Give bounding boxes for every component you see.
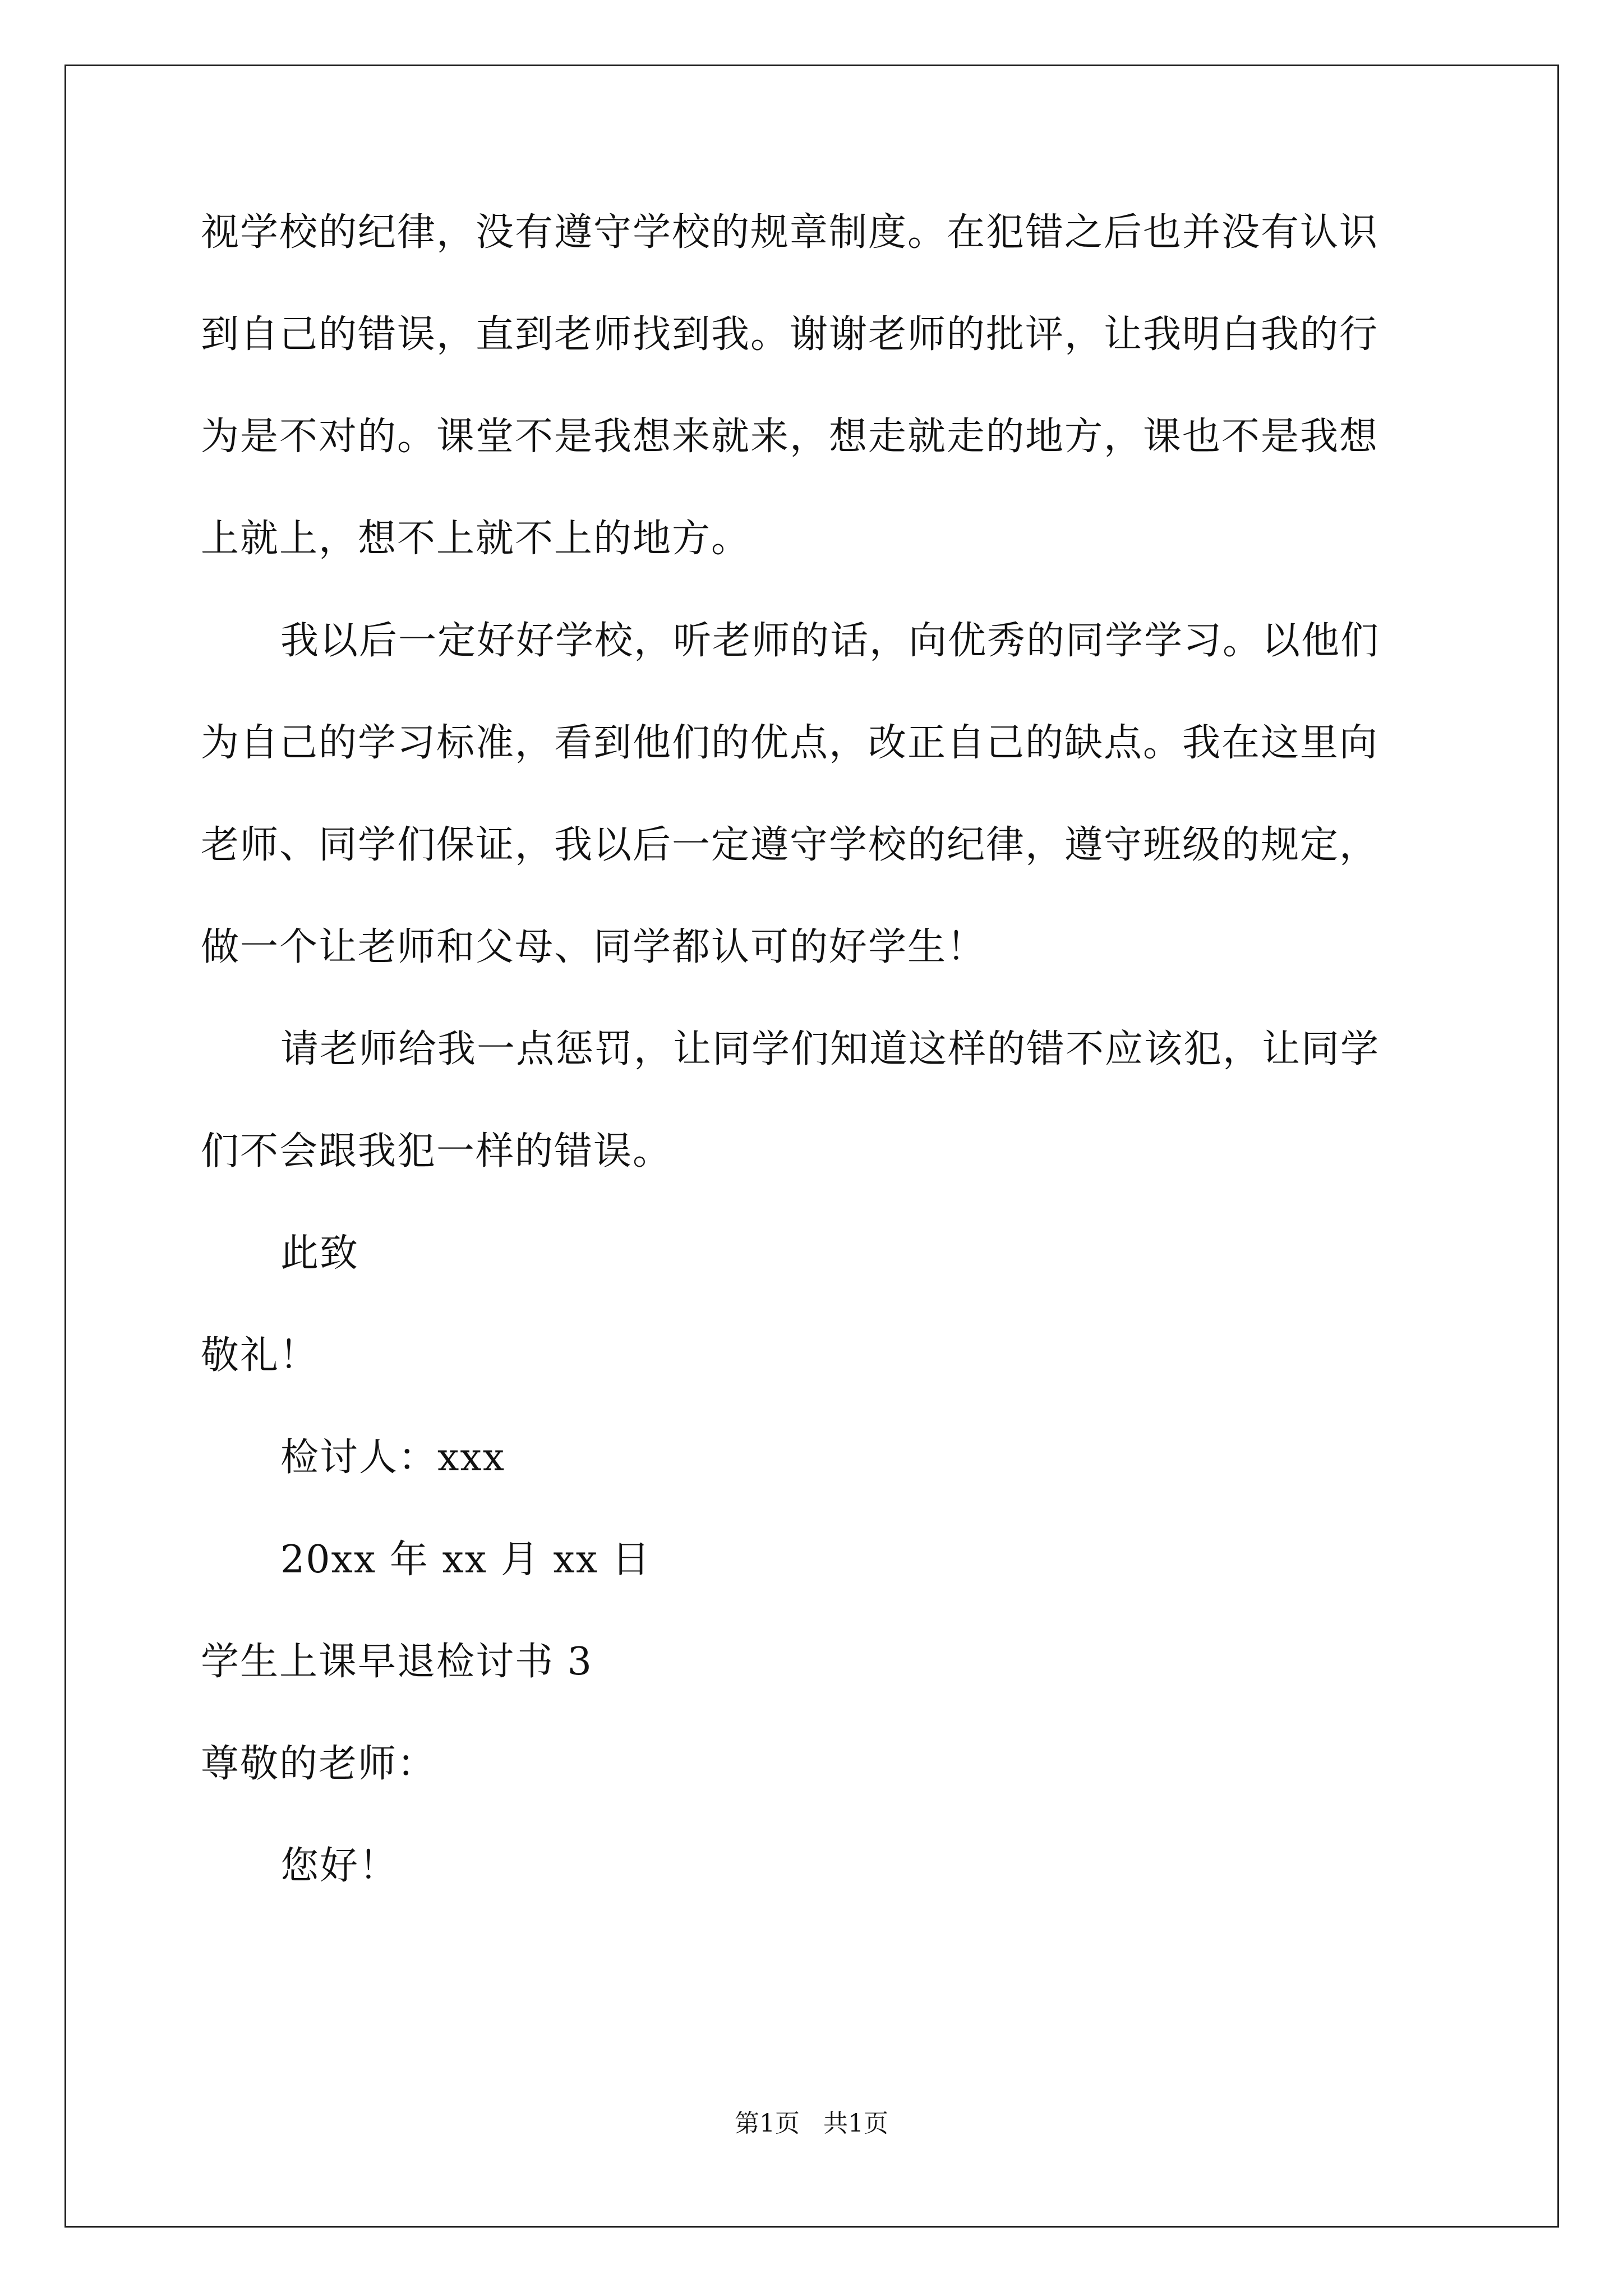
closing-regards: 敬礼！ [201, 1333, 319, 1378]
closing-salutation: 此致 [280, 1231, 359, 1276]
date-line: 20xx 年 xx 月 xx 日 [280, 1538, 651, 1582]
paragraph-start-line: 我以后一定好好学校，听老师的话，向优秀的同学学习。以他们 [280, 619, 1380, 663]
paragraph-start-line: 请老师给我一点惩罚，让同学们知道这样的错不应该犯，让同学 [280, 1027, 1380, 1071]
body-line: 到自己的错误，直到老师找到我。谢谢老师的批评，让我明白我的行 [201, 312, 1379, 357]
signature-line: 检讨人：xxx [280, 1435, 506, 1480]
greeting-line: 尊敬的老师： [201, 1742, 437, 1786]
body-line: 上就上，想不上就不上的地方。 [201, 517, 751, 561]
body-line: 做一个让老师和父母、同学都认可的好学生！ [201, 925, 986, 969]
greeting-hello: 您好！ [280, 1844, 399, 1888]
body-line: 们不会跟我犯一样的错误。 [201, 1129, 672, 1174]
body-line: 为是不对的。课堂不是我想来就来，想走就走的地方，课也不是我想 [201, 415, 1379, 459]
body-line: 为自己的学习标准，看到他们的优点，改正自己的缺点。我在这里向 [201, 721, 1379, 765]
body-line: 视学校的纪律，没有遵守学校的规章制度。在犯错之后也并没有认识 [201, 210, 1379, 255]
section-title: 学生上课早退检讨书 3 [201, 1640, 593, 1684]
page-footer: 第1页 共1页 [735, 2109, 888, 2138]
body-line: 老师、同学们保证，我以后一定遵守学校的纪律，遵守班级的规定， [201, 823, 1379, 867]
